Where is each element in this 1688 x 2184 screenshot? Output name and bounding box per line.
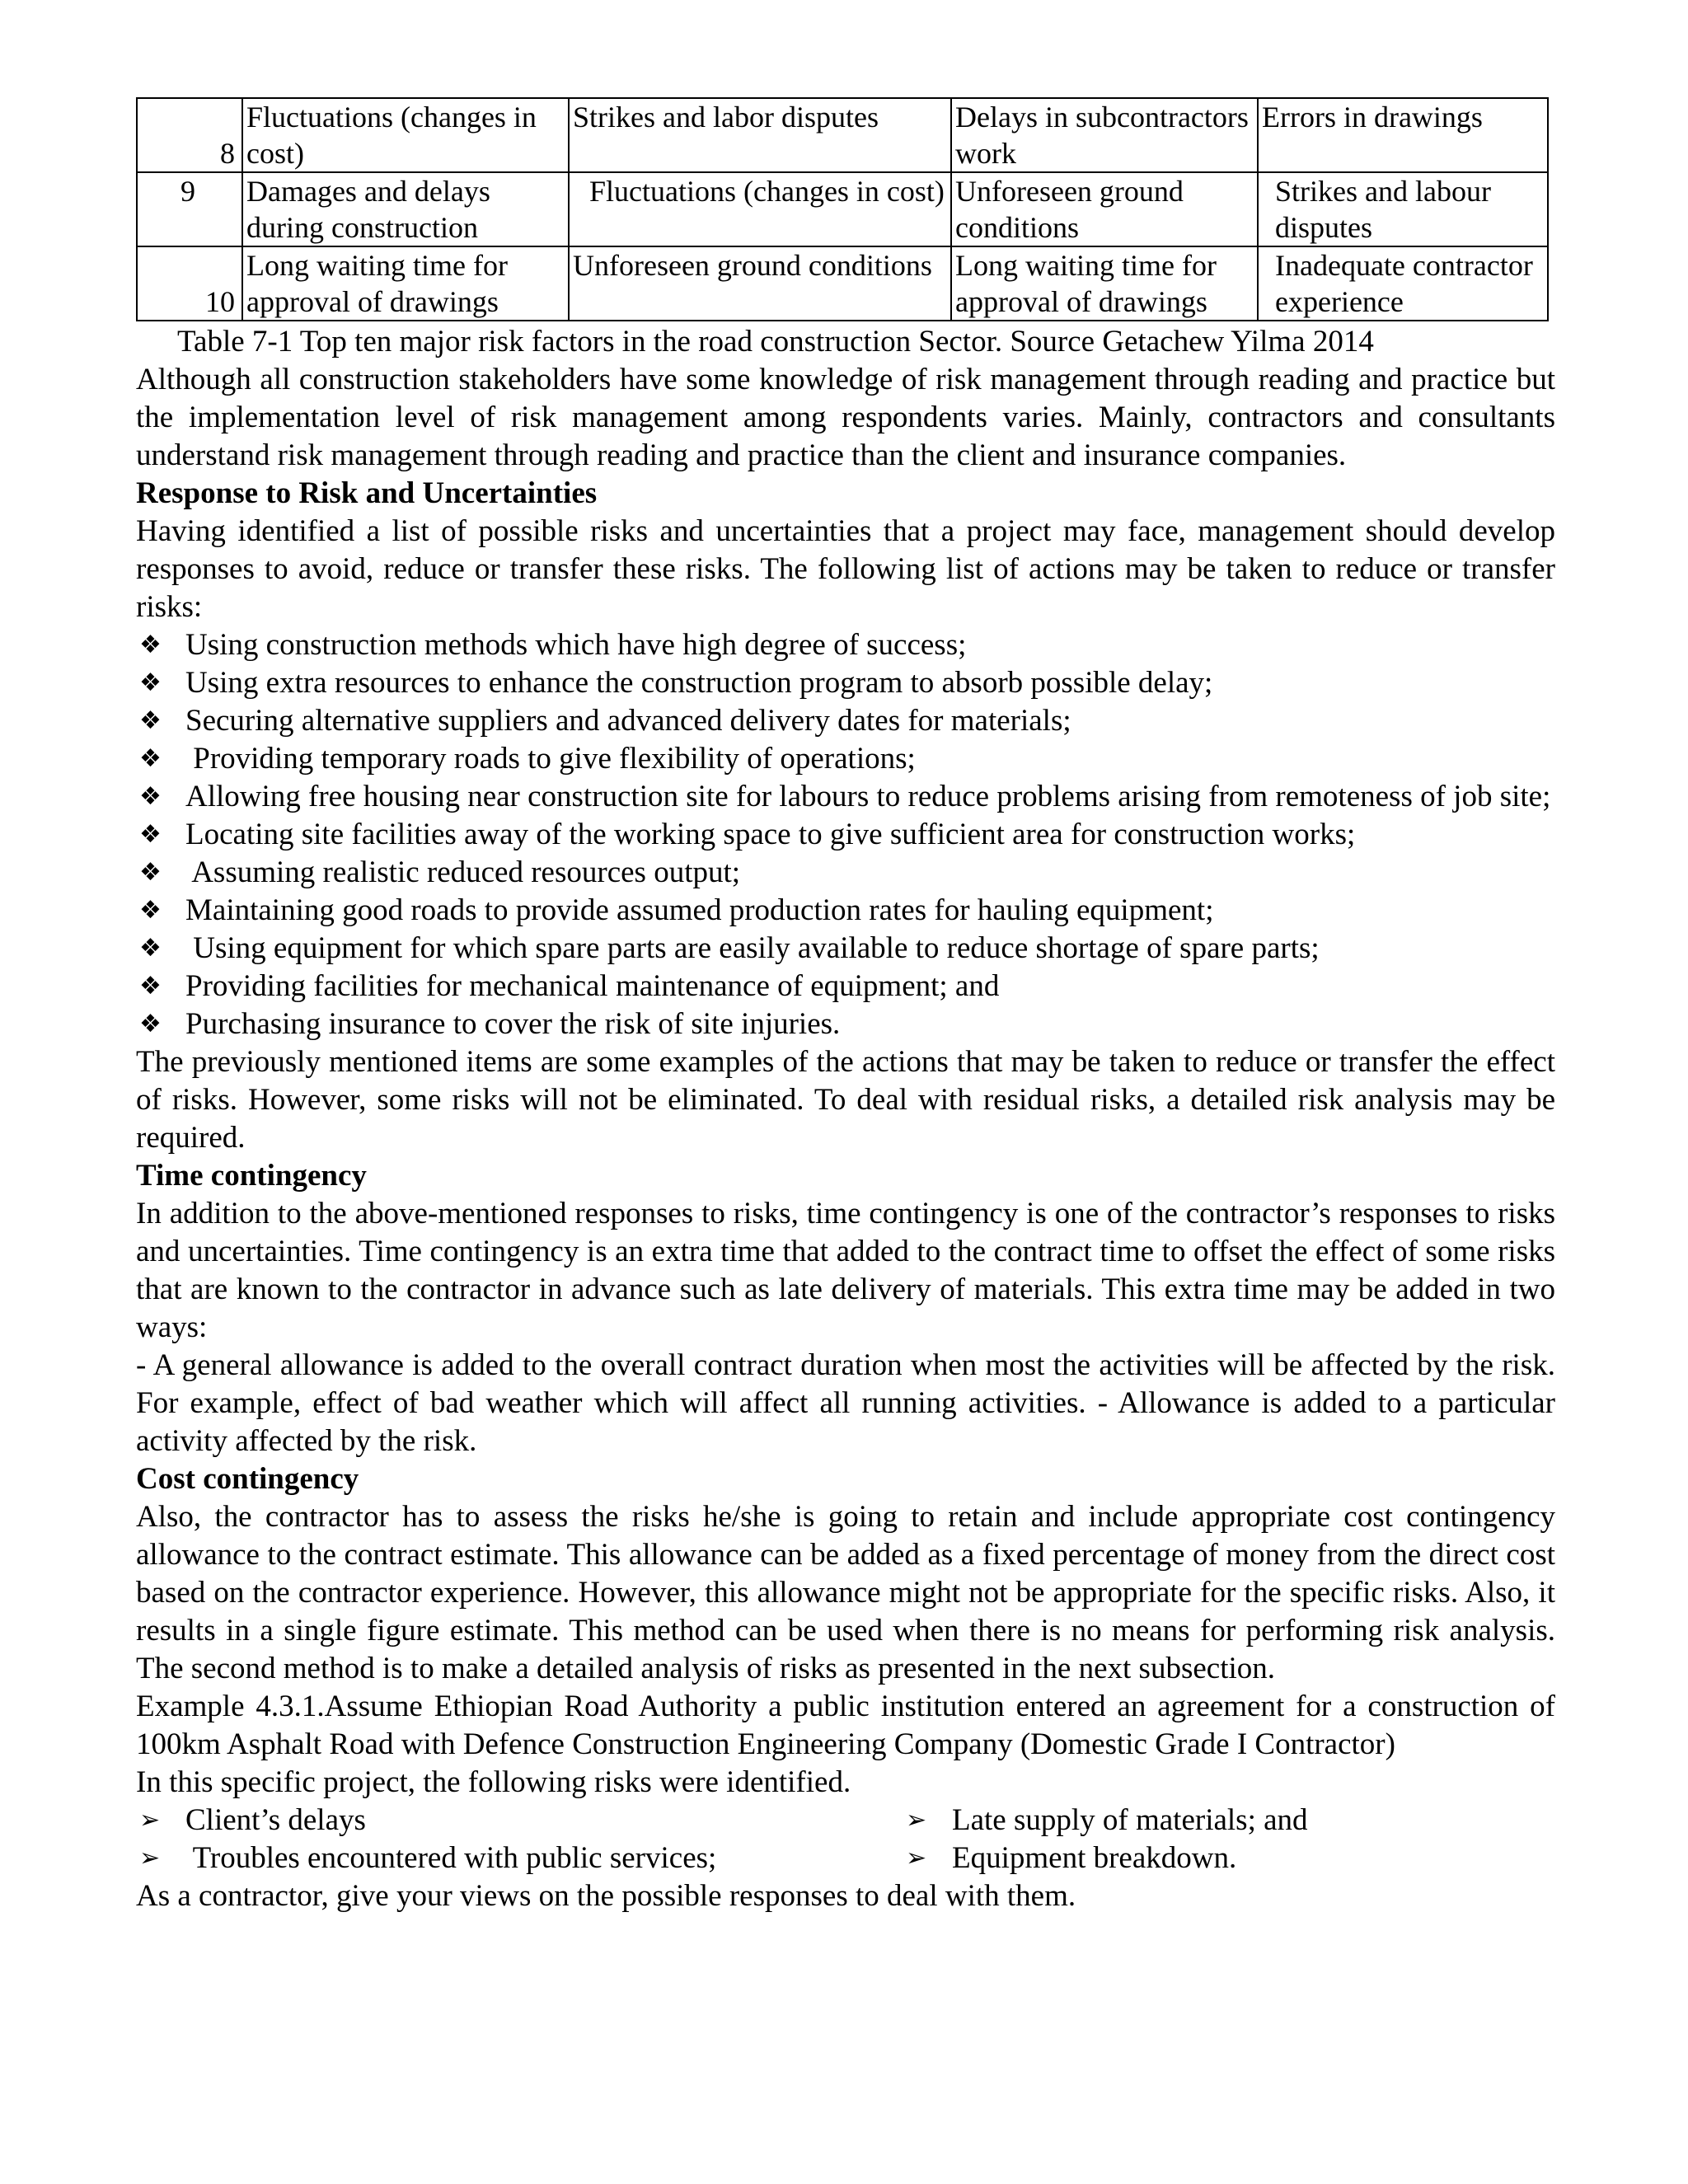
rank-cell: 10 [137, 246, 242, 321]
body-paragraph: Having identified a list of possible risks and uncertainties that a project may face, management should develop responses to avoid, reduce or transfer these risks. The following list of actions may be taken to reduce or transfer risks: [136, 514, 1555, 624]
diamond-bullet-icon: ❖ [139, 744, 162, 773]
list-item: ➢ Client’s delays [136, 1802, 903, 1840]
table-row [137, 98, 1548, 172]
table-cell: Inadequate contractor experience [1258, 246, 1548, 321]
arrow-bullet-icon: ➢ [139, 1844, 161, 1872]
arrow-bullet-icon: ➢ [139, 1806, 161, 1835]
arrow-bullet-icon: ➢ [906, 1844, 927, 1872]
table-cell: Delays in subcontractors work [951, 98, 1258, 172]
table-cell: Long waiting time for approval of drawings [951, 246, 1258, 321]
body-paragraph: Also, the contractor has to assess the risks he/she is going to retain and include appropriate cost contingency allowance to the contract estimate. This allowance can be added as a fixed percentage of money from the direct cost based on the contractor experience. However, this allowance might not be appropriate for the specific risks. Also, it results in a single figure estimate. This method can be used when there is no means for performing risk analysis. The second method is to make a detailed analysis of risks as presented in the next subsection. [136, 1500, 1555, 1685]
table-cell: Errors in drawings [1258, 98, 1548, 172]
identified-risks-list [136, 1802, 1555, 1877]
body-paragraph: In addition to the above-mentioned responses to risks, time contingency is one of the contractor’s responses to risks and uncertainties. Time contingency is an extra time that added to the contract time to offset the effect of some risks that are known to the contractor in advance such as late delivery of materials. This extra time may be added in two ways: [136, 1197, 1555, 1344]
list-item: ❖ Allowing free housing near construction site for labours to reduce problems arising from remoteness of job site; [136, 778, 1555, 816]
list-item: ❖ Assuming realistic reduced resources output; [136, 854, 1555, 892]
document-page [136, 97, 1555, 1915]
section-heading: Cost contingency [136, 1462, 359, 1496]
diamond-bullet-icon: ❖ [139, 668, 162, 697]
diamond-bullet-icon: ❖ [139, 1010, 162, 1038]
diamond-bullet-icon: ❖ [139, 630, 162, 659]
list-item: ❖ Maintaining good roads to provide assumed production rates for hauling equipment; [136, 892, 1555, 930]
table-row [137, 246, 1548, 321]
list-item: ❖ Locating site facilities away of the working space to give sufficient area for construction works; [136, 816, 1555, 854]
body-paragraph: - A general allowance is added to the overall contract duration when most the activities will be affected by the risk. For example, effect of bad weather which will affect all running activities. - Allowance is added to a particular activity affected by the risk. [136, 1348, 1555, 1458]
list-item: ❖ Using equipment for which spare parts are easily available to reduce shortage of spare parts; [136, 930, 1555, 968]
list-item: ➢ Equipment breakdown. [903, 1840, 1554, 1877]
table-cell: Fluctuations (changes in cost) [569, 172, 951, 246]
list-item: ❖ Using construction methods which have high degree of success; [136, 626, 1555, 664]
body-paragraph: The previously mentioned items are some examples of the actions that may be taken to reduce or transfer the effect of risks. However, some risks will not be eliminated. To deal with residual risks, a detailed risk analysis may be required. [136, 1045, 1555, 1155]
question-paragraph: As a contractor, give your views on the possible responses to deal with them. [136, 1879, 1076, 1913]
risk-response-list [136, 626, 1555, 1043]
table-cell: Long waiting time for approval of drawings [242, 246, 569, 321]
list-item: ❖ Using extra resources to enhance the construction program to absorb possible delay; [136, 664, 1555, 702]
table-cell: Strikes and labor disputes [569, 98, 951, 172]
list-item: ❖ Providing temporary roads to give flexibility of operations; [136, 740, 1555, 778]
list-item: ❖ Purchasing insurance to cover the risk of site injuries. [136, 1005, 1555, 1043]
table-cell: Fluctuations (changes in cost) [242, 98, 569, 172]
diamond-bullet-icon: ❖ [139, 858, 162, 887]
body-paragraph: In this specific project, the following risks were identified. [136, 1765, 851, 1799]
example-paragraph: Example 4.3.1.Assume Ethiopian Road Authority a public institution entered an agreement for a construction of 100km Asphalt Road with Defence Construction Engineering Company (Domestic Grade I Contractor) [136, 1690, 1555, 1761]
table-cell: Unforeseen ground conditions [951, 172, 1258, 246]
risk-factors-table [136, 97, 1549, 321]
diamond-bullet-icon: ❖ [139, 972, 162, 1001]
arrow-bullet-icon: ➢ [906, 1806, 927, 1835]
table-caption: Table 7-1 Top ten major risk factors in the road construction Sector. Source Getachew Yilma 2014 [177, 325, 1374, 359]
section-heading: Time contingency [136, 1159, 367, 1193]
diamond-bullet-icon: ❖ [139, 820, 162, 849]
list-item: ➢ Troubles encountered with public services; [136, 1840, 903, 1877]
section-heading: Response to Risk and Uncertainties [136, 476, 598, 510]
rank-cell: 8 [137, 98, 242, 172]
diamond-bullet-icon: ❖ [139, 706, 162, 735]
table-row [137, 172, 1548, 246]
table-cell: Damages and delays during construction [242, 172, 569, 246]
table-cell: Unforeseen ground conditions [569, 246, 951, 321]
diamond-bullet-icon: ❖ [139, 896, 162, 925]
diamond-bullet-icon: ❖ [139, 934, 162, 963]
list-item: ❖ Providing facilities for mechanical maintenance of equipment; and [136, 968, 1555, 1005]
intro-paragraph: Although all construction stakeholders have some knowledge of risk management through reading and practice but the implementation level of risk management among respondents varies. Mainly, contractors and consultants understand risk management through reading and practice than the client and insurance companies. [136, 363, 1555, 472]
list-item: ❖ Securing alternative suppliers and advanced delivery dates for materials; [136, 702, 1555, 740]
rank-cell: 9 [137, 172, 242, 246]
diamond-bullet-icon: ❖ [139, 782, 162, 811]
table-cell: Strikes and labour disputes [1258, 172, 1548, 246]
list-item: ➢ Late supply of materials; and [903, 1802, 1554, 1840]
